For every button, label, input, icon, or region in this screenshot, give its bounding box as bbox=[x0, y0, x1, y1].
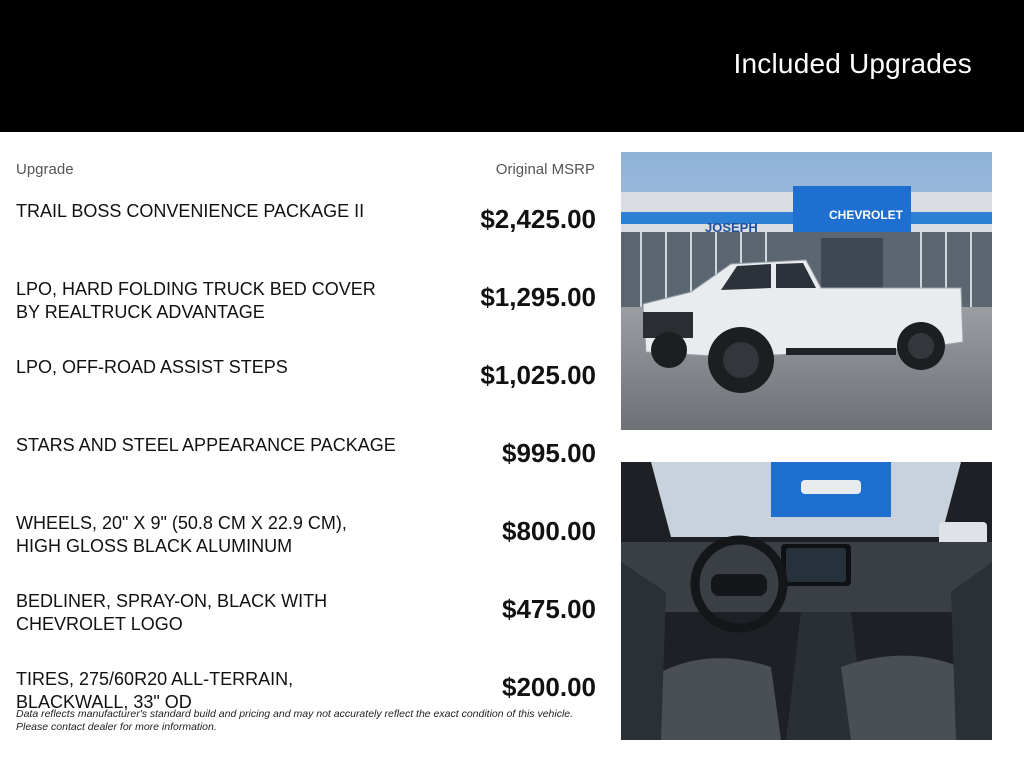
upgrade-name: TRAIL BOSS CONVENIENCE PACKAGE II bbox=[16, 201, 365, 221]
upgrade-price: $995.00 bbox=[502, 438, 596, 468]
upgrade-row bbox=[16, 278, 596, 356]
upgrade-row bbox=[16, 200, 596, 278]
upgrade-name: STARS AND STEEL APPEARANCE PACKAGE bbox=[16, 435, 396, 455]
dealer-sign: JOSEPH bbox=[705, 220, 758, 235]
upgrade-row bbox=[16, 356, 596, 434]
brand-sign: CHEVROLET bbox=[829, 208, 904, 222]
upgrade-row bbox=[16, 590, 596, 668]
upgrade-price: $1,295.00 bbox=[480, 282, 596, 312]
upgrade-name: WHEELS, 20" X 9" (50.8 CM X 22.9 CM), HIGH GLOSS BLACK ALUMINUM bbox=[16, 513, 347, 556]
upgrade-row bbox=[16, 512, 596, 590]
upgrade-price: $800.00 bbox=[502, 516, 596, 546]
upgrade-row bbox=[16, 434, 596, 512]
vehicle-interior-photo bbox=[621, 462, 992, 740]
header-bar bbox=[0, 0, 1024, 132]
upgrade-name: LPO, HARD FOLDING TRUCK BED COVER BY REALTRUCK ADVANTAGE bbox=[16, 279, 376, 322]
disclaimer: Data reflects manufacturer's standard build and pricing and may not accurately reflect the exact condition of this vehicle. Please contact dealer for more information. bbox=[16, 708, 574, 733]
upgrade-price: $2,425.00 bbox=[480, 204, 596, 234]
upgrade-row bbox=[16, 668, 596, 746]
upgrade-price: $1,025.00 bbox=[480, 360, 596, 390]
upgrade-name: LPO, OFF-ROAD ASSIST STEPS bbox=[16, 357, 288, 377]
upgrade-list bbox=[16, 200, 596, 746]
upgrade-price: $475.00 bbox=[502, 594, 596, 624]
upgrade-name: BEDLINER, SPRAY-ON, BLACK WITH CHEVROLET LOGO bbox=[16, 591, 328, 634]
column-header-upgrade: Upgrade bbox=[16, 161, 74, 178]
vehicle-exterior-photo bbox=[621, 152, 992, 430]
column-header-msrp: Original MSRP bbox=[495, 161, 595, 178]
page-title: Included Upgrades bbox=[733, 48, 972, 79]
upgrade-name: TIRES, 275/60R20 ALL-TERRAIN, BLACKWALL, 33" OD bbox=[16, 669, 294, 712]
upgrade-price: $200.00 bbox=[502, 672, 596, 702]
